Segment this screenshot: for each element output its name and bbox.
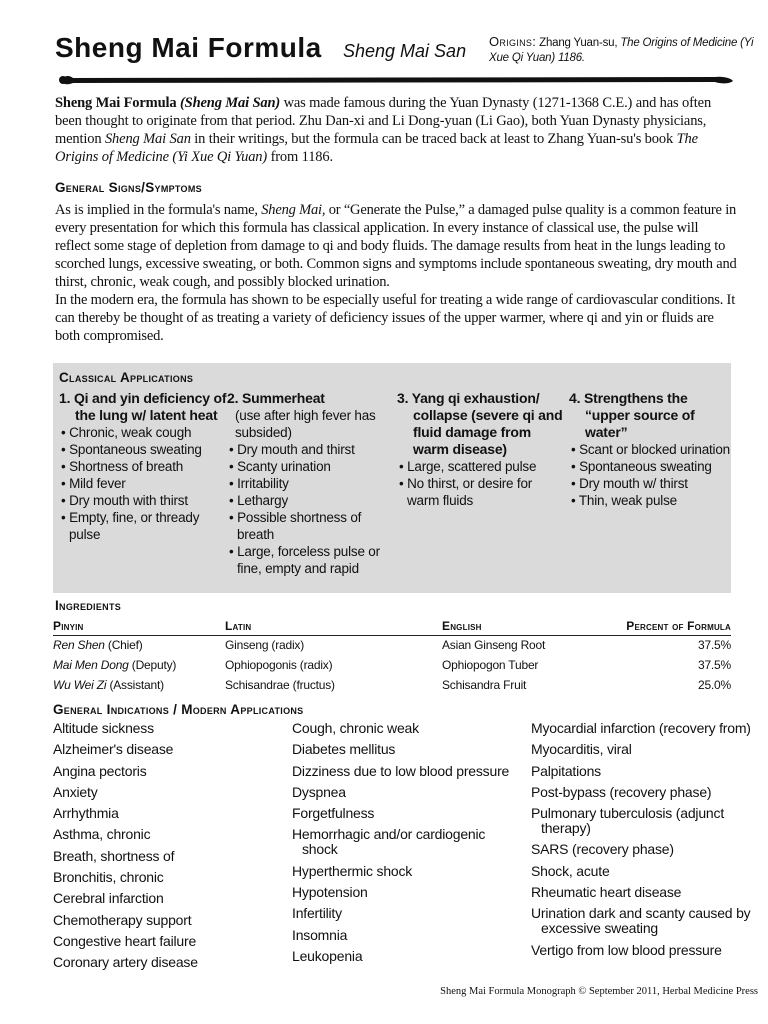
- page-footer: Sheng Mai Formula Monograph © September 2011, Herbal Medicine Press: [440, 986, 758, 997]
- column-header-percent: Percent of Formula: [592, 618, 731, 636]
- list-item: Shock, acute: [531, 862, 610, 879]
- classical-list-item: • Scanty urination: [229, 459, 331, 474]
- list-item: Arrhythmia: [53, 805, 119, 822]
- ingredient-latin: Ophiopogonis (radix): [225, 658, 333, 672]
- classical-list-item: • Empty, fine, or thready pulse: [61, 510, 200, 542]
- signs-text-1: As is implied in the formula's name,: [55, 202, 262, 218]
- list-item: Bronchitis, chronic: [53, 869, 164, 886]
- classical-column-3: [397, 390, 563, 509]
- page-title: Sheng Mai Formula: [55, 32, 322, 63]
- list-item: Forgetfulness: [292, 805, 375, 822]
- classical-list-item: • Dry mouth and thirst: [229, 442, 355, 457]
- list-item: Diabetes mellitus: [292, 741, 396, 758]
- classical-list-item: • Spontaneous sweating: [61, 442, 202, 457]
- classical-list-item: • Mild fever: [61, 476, 126, 491]
- list-item: SARS (recovery phase): [531, 841, 674, 858]
- ingredient-latin: Schisandrae (fructus): [225, 678, 335, 692]
- list-item: Insomnia: [292, 926, 348, 943]
- list-item: Congestive heart failure: [53, 932, 197, 949]
- classical-list-item: • Dry mouth with thirst: [61, 493, 188, 508]
- classical-list-item: • Irritability: [229, 476, 289, 491]
- list-item: Breath, shortness of: [53, 847, 175, 864]
- ingredient-english: Ophiopogon Tuber: [442, 658, 539, 672]
- list-item: Dizziness due to low blood pressure: [292, 762, 510, 779]
- classical-list-item: • Shortness of breath: [61, 459, 184, 474]
- list-item: Coronary artery disease: [53, 954, 198, 971]
- page-header: [55, 32, 754, 72]
- table-row: [53, 656, 731, 676]
- classical-list-item: • No thirst, or desire for warm fluids: [399, 476, 533, 508]
- ingredient-percent: 37.5%: [697, 638, 731, 653]
- intro-formula-pinyin: (Sheng Mai San): [180, 95, 281, 111]
- intro-italic-2: Sheng Mai San: [104, 131, 191, 147]
- list-item: Leukopenia: [292, 947, 363, 964]
- list-item: Hyperthermic shock: [292, 862, 413, 879]
- table-row: [53, 676, 731, 696]
- list-item: Alzheimer's disease: [53, 741, 174, 758]
- table-row: [53, 636, 731, 656]
- intro-paragraph: [55, 94, 730, 166]
- classical-column-title: 4. Strengthens the “upper source of water”: [569, 390, 695, 440]
- column-header-english: English: [442, 618, 592, 636]
- list-item: Palpitations: [531, 762, 601, 779]
- column-header-pinyin: Pinyin: [53, 618, 225, 636]
- list-item: Asthma, chronic: [53, 826, 151, 843]
- list-item: Pulmonary tuberculosis (adjunct therapy): [531, 805, 725, 837]
- ingredient-percent: 37.5%: [697, 658, 731, 672]
- list-item: Dyspnea: [292, 783, 346, 800]
- classical-list-item: • Lethargy: [229, 493, 289, 508]
- classical-column-title: 2. Summerheat: [227, 390, 325, 406]
- signs-paragraph-2: In the modern era, the formula has shown to be especially useful for treating a wide range of cardiovascular conditions. It can thereby be thought of as treating a variety of deficiency issues of the upper warmer, where qi and yin or fluids are both compromised.: [55, 292, 736, 344]
- ingredients-table: [53, 618, 731, 696]
- list-item: Hypotension: [292, 884, 368, 901]
- ingredient-pinyin: Wu Wei Zi: [53, 678, 107, 692]
- classical-column-subtitle: (use after high fever has subsided): [235, 408, 376, 440]
- classical-heading: Classical Applications: [59, 370, 194, 385]
- classical-list-item: • Thin, weak pulse: [571, 493, 677, 508]
- classical-column-title: 3. Yang qi exhaustion/ collapse (severe qi and fluid damage from warm disease): [397, 390, 563, 457]
- classical-list-item: • Spontaneous sweating: [571, 459, 712, 474]
- ingredient-percent: 25.0%: [697, 678, 731, 692]
- classical-column-2: [227, 390, 391, 577]
- list-item: Myocarditis, viral: [531, 741, 632, 758]
- ingredient-latin: Ginseng (radix): [225, 638, 305, 653]
- intro-formula-name: Sheng Mai Formula: [55, 95, 177, 111]
- list-item: Vertigo from low blood pressure: [531, 941, 722, 958]
- list-item: Infertility: [292, 905, 342, 922]
- list-item: Post-bypass (recovery phase): [531, 783, 712, 800]
- origins-book: The Origins of Medicine (Yi Xue Qi Yuan) 1186.: [489, 37, 754, 64]
- list-item: Chemotherapy support: [53, 911, 192, 928]
- origins-label: Origins:: [489, 34, 537, 49]
- list-item: Myocardial infarction (recovery from): [531, 720, 751, 736]
- list-item: Urination dark and scanty caused by excessive sweating: [531, 905, 751, 937]
- classical-list-item: • Possible shortness of breath: [229, 510, 362, 542]
- list-item: Cough, chronic weak: [292, 720, 419, 736]
- indications-column-1: [53, 721, 283, 977]
- origins-author: Zhang Yuan-su,: [536, 37, 621, 49]
- list-item: Cerebral infarction: [53, 890, 164, 907]
- list-item: Anxiety: [53, 783, 98, 800]
- classical-list-item: • Large, scattered pulse: [399, 459, 537, 474]
- ingredient-pinyin: Mai Men Dong: [53, 658, 129, 672]
- ingredients-header-row: [53, 618, 731, 636]
- list-item: Hemorrhagic and/or cardiogenic shock: [292, 826, 486, 858]
- classical-column-1: [59, 390, 227, 543]
- classical-list-item: • Dry mouth w/ thirst: [571, 476, 688, 491]
- list-item: Altitude sickness: [53, 720, 154, 736]
- indications-heading: General Indications / Modern Applications: [53, 702, 304, 717]
- ingredient-role: (Deputy): [128, 658, 177, 672]
- intro-text-3: from 1186.: [267, 149, 333, 165]
- ingredient-english: Schisandra Fruit: [442, 678, 527, 692]
- ingredient-pinyin-cell: [53, 676, 225, 696]
- intro-italic-3: The Origins of Medicine (Yi Xue Qi Yuan): [55, 131, 698, 165]
- classical-applications-panel: [53, 363, 731, 593]
- signs-text-2: or “Generate the Pulse,” a damaged pulse quality is a common feature in every presentation for which this formula has classical application. In every instance of classical use, the pulse will reflect some stage of depletion from damage to qi and body fluids. The damage results from heat in the lungs leading to scorched lungs, excessive sweating, or both. Common signs and symptoms include spontaneous sweating, dry mouth and thirst, chronic, weak cough, and possibly blocked urination.: [55, 202, 737, 290]
- ingredients-heading: Ingredients: [55, 598, 122, 613]
- ingredient-role: (Assistant): [106, 678, 164, 692]
- classical-column-4: [569, 390, 731, 509]
- intro-text-2: in their writings, but the formula can be traced back at least to Zhang Yuan-su's book: [190, 131, 677, 147]
- indications-column-2: [292, 721, 522, 970]
- signs-italic-1: Sheng Mai,: [261, 202, 326, 218]
- decorative-brush-rule: [55, 73, 735, 87]
- list-item: Angina pectoris: [53, 762, 147, 779]
- ingredient-english: Asian Ginseng Root: [442, 638, 546, 653]
- signs-section: [55, 201, 737, 345]
- indications-column-3: [531, 721, 759, 964]
- origins-note: [489, 34, 759, 66]
- classical-list-item: • Scant or blocked urination: [571, 442, 730, 457]
- ingredient-pinyin: Ren Shen: [53, 638, 105, 653]
- classical-list-item: • Chronic, weak cough: [61, 425, 192, 440]
- ingredient-pinyin-cell: [53, 656, 225, 676]
- list-item: Rheumatic heart disease: [531, 884, 682, 901]
- column-header-latin: Latin: [225, 618, 442, 636]
- intro-text-1: was made famous during the Yuan Dynasty (1271-1368 C.E.) and has often been thought to originate from that period. Zhu Dan-xi and Li Dong-yuan (Li Gao), both Yuan Dynasty physicians, mention: [55, 95, 712, 147]
- ingredient-pinyin-cell: [53, 636, 225, 656]
- ingredient-role: (Chief): [104, 638, 143, 653]
- signs-heading: General Signs/Symptoms: [55, 180, 202, 195]
- page-subtitle: Sheng Mai San: [343, 41, 467, 61]
- classical-list-item: • Large, forceless pulse or fine, empty and rapid: [229, 544, 380, 576]
- signs-paragraph-1: [55, 201, 737, 291]
- classical-column-title: 1. Qi and yin deficiency of the lung w/ latent heat: [59, 390, 227, 423]
